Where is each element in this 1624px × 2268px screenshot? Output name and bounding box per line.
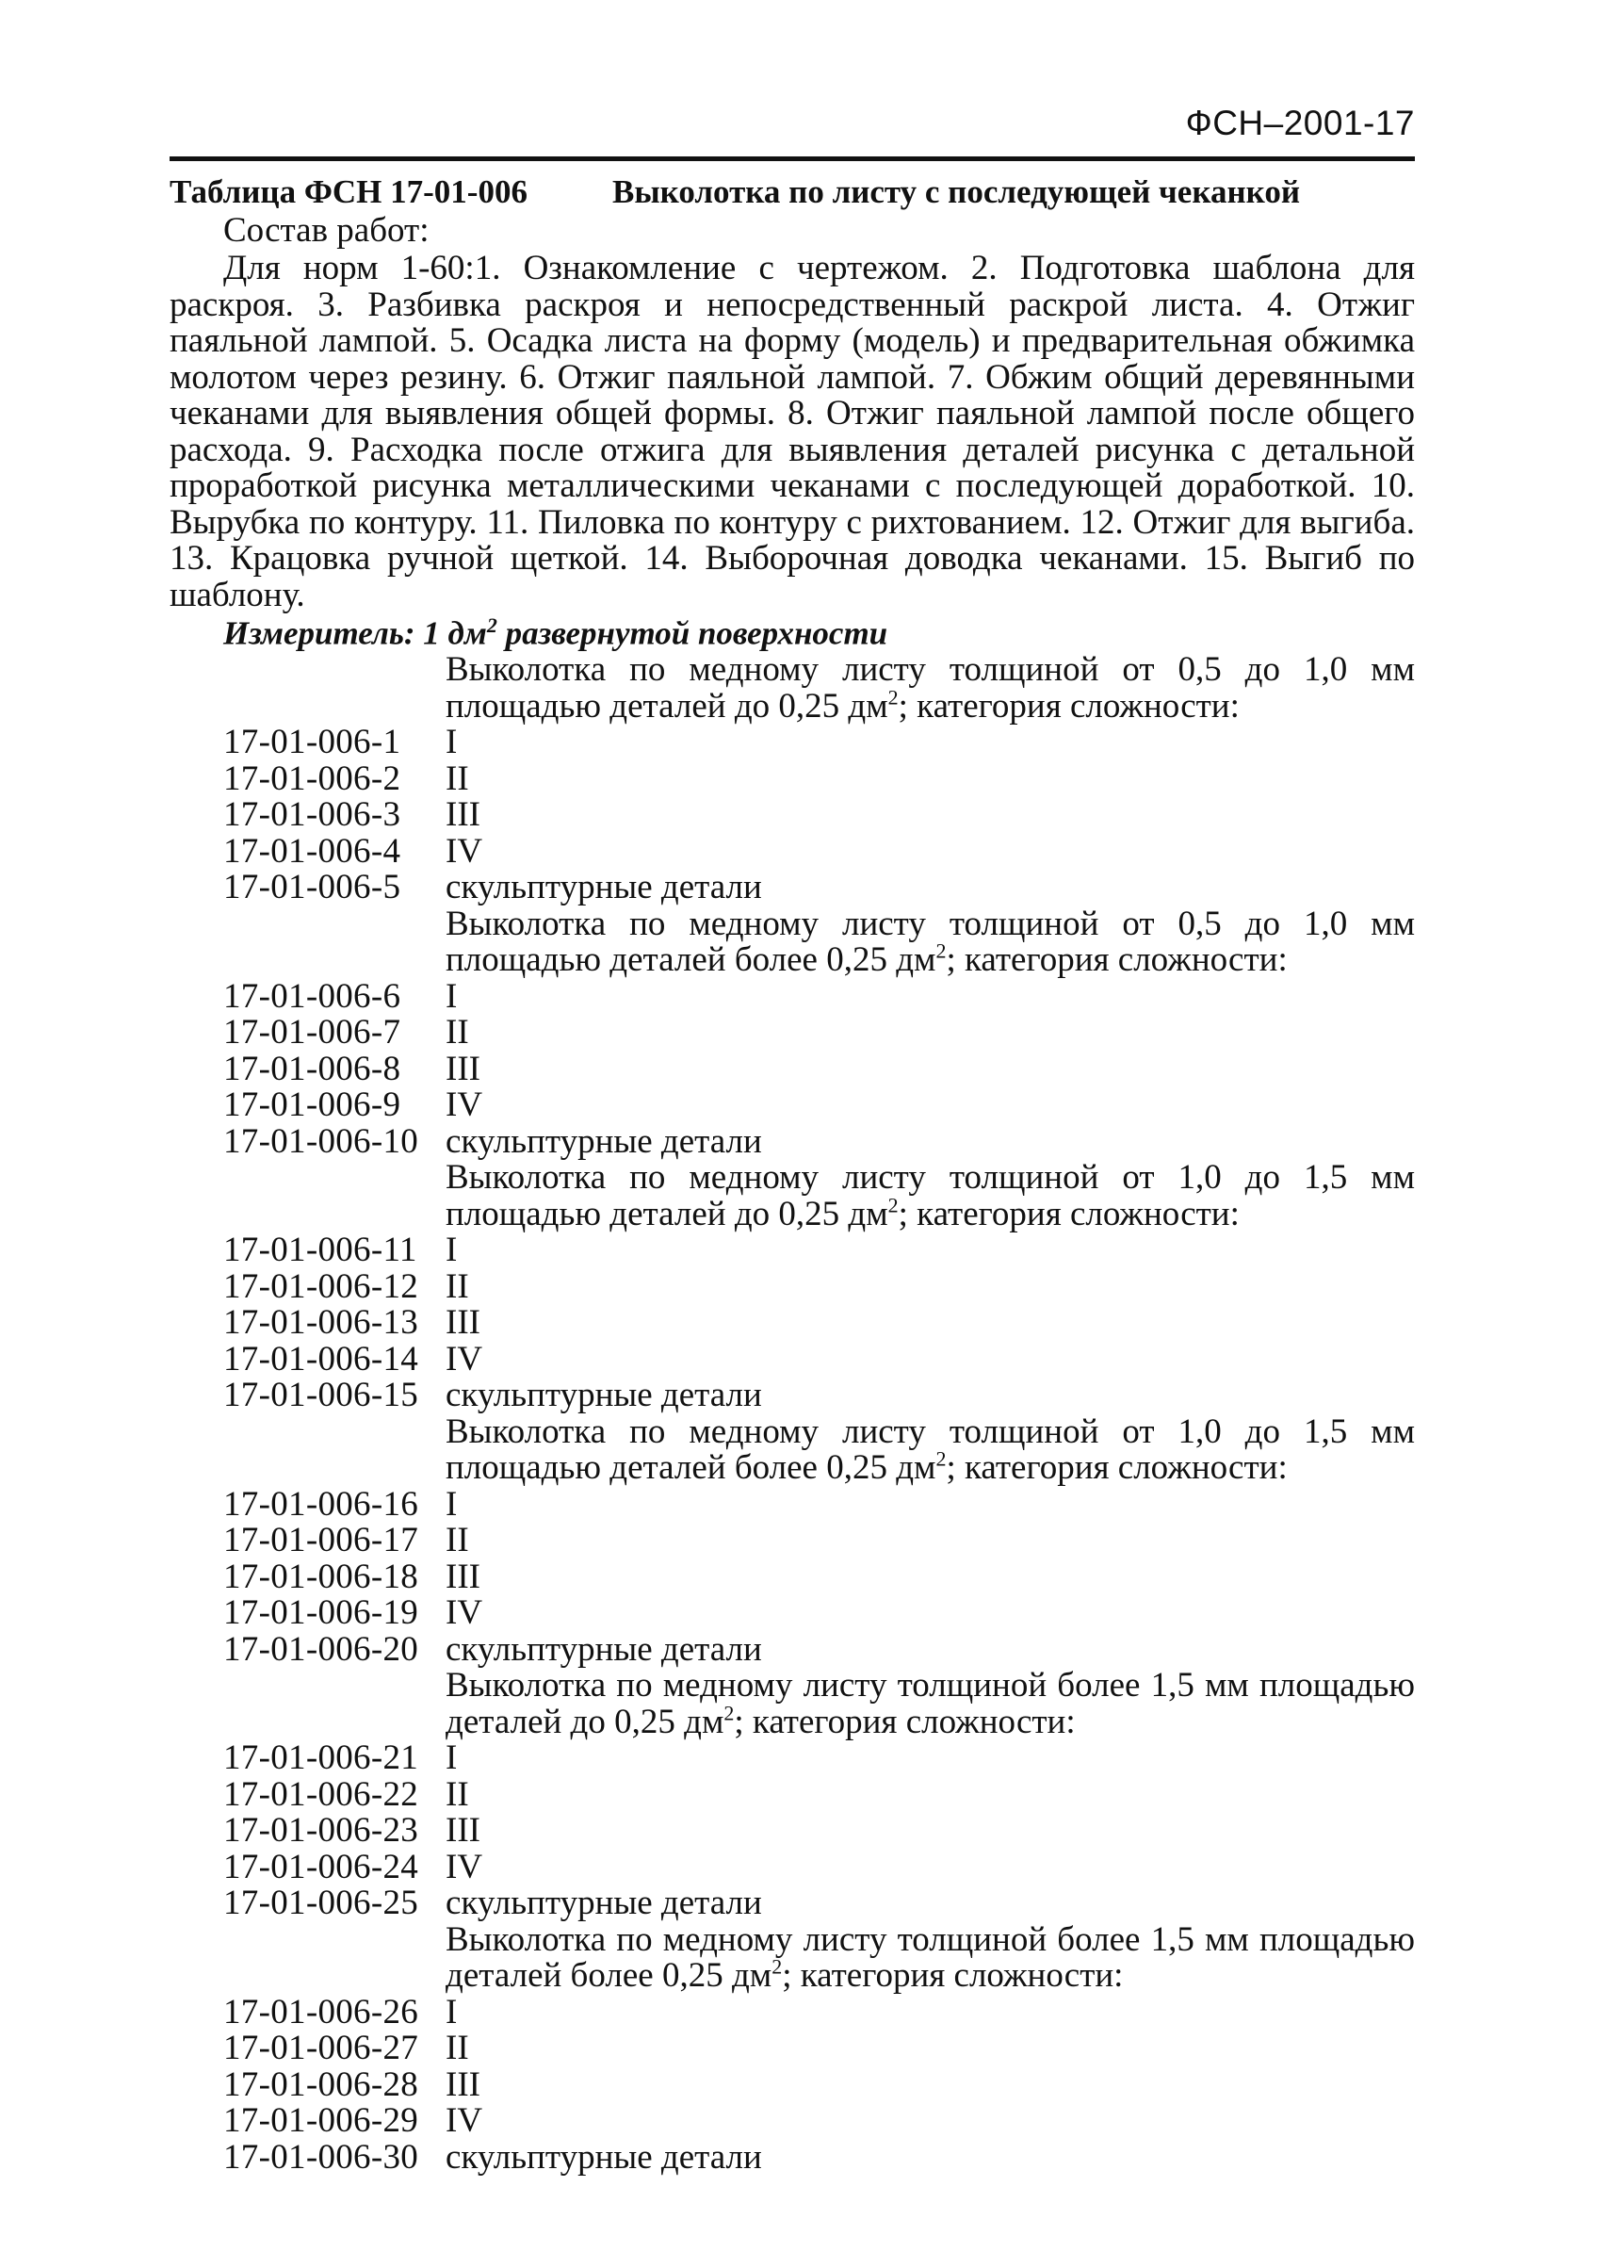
- group-description: [446, 1411, 1415, 1487]
- table-name: Выколотка по листу с последующей чеканкой: [612, 173, 1300, 210]
- norm-row: [223, 1266, 1415, 1306]
- norm-code: 17-01-006-19: [223, 1593, 419, 1632]
- norm-code: 17-01-006-1: [223, 723, 401, 761]
- composition-text: Для норм 1-60:1. Ознакомление с чертежом. 2. Подготовка шаблона для раскроя. 3. Разбивка раскроя и непосредственный раскрой листа. 4. Отжиг паяльной лампой. 5. Осадка листа на форму (модель) и предварительная обжимка молотом через резину. 6. Отжиг паяльной лампой. 7. Обжим общий деревянными чеканами для выявления общей формы. 8. Отжиг паяльной лампой после общего расхода. 9. Расходка после отжига для выявления деталей рисунка с детальной проработкой рисунка металлическими чеканами с последующей доработкой. 10. Вырубка по контуру. 11. Пиловка по контуру с рихтованием. 12. Отжиг для выгиба. 13. Крацовка ручной щеткой. 14. Выборочная доводка чеканами. 15. Выгиб по шаблону.: [170, 249, 1415, 614]
- norm-row: [223, 1847, 1415, 1886]
- measure-suffix: развернутой поверхности: [496, 614, 888, 652]
- group-description: [446, 1919, 1415, 1995]
- norm-code: 17-01-006-29: [223, 2101, 419, 2140]
- norm-row: [223, 1885, 1415, 1922]
- norm-category: скульптурные детали: [446, 1121, 762, 1161]
- measure-unit: [223, 613, 887, 653]
- norm-category: I: [446, 1484, 458, 1524]
- table-title: [170, 173, 1300, 211]
- norm-category: IV: [446, 1847, 483, 1886]
- norm-code: 17-01-006-23: [223, 1811, 419, 1850]
- norm-code: 17-01-006-25: [223, 1884, 419, 1922]
- norm-code: 17-01-006-30: [223, 2137, 419, 2177]
- norm-category: II: [446, 2029, 469, 2067]
- group-description: [446, 1160, 1415, 1232]
- norm-row: [223, 2103, 1415, 2140]
- norm-row: [223, 2064, 1415, 2104]
- group-description-tail: ; категория сложности:: [946, 940, 1288, 979]
- norm-code: 17-01-006-20: [223, 1629, 419, 1669]
- norm-code: 17-01-006-6: [223, 976, 401, 1016]
- norm-code: 17-01-006-11: [223, 1231, 417, 1269]
- measure-prefix: Измеритель: 1 дм: [223, 614, 487, 652]
- norm-row: [223, 976, 1415, 1016]
- group-description-tail: ; категория сложности:: [898, 686, 1240, 726]
- norm-code: 17-01-006-13: [223, 1303, 419, 1342]
- norm-code: 17-01-006-14: [223, 1339, 419, 1379]
- table-code: Таблица ФСН 17-01-006: [170, 173, 528, 210]
- group-description-sup: 2: [887, 1193, 899, 1217]
- group-description-text: Выколотка по медному листу толщиной от 0,5 до 1,0 мм площадью деталей до 0,25 дм: [446, 650, 1415, 726]
- norm-category: IV: [446, 831, 483, 871]
- norm-row: [223, 1484, 1415, 1524]
- page-header: [170, 100, 1415, 161]
- norm-row: [223, 1121, 1415, 1161]
- norm-category: III: [446, 2064, 480, 2104]
- norm-row: [223, 2137, 1415, 2177]
- norm-code: 17-01-006-17: [223, 1521, 419, 1559]
- norm-category: II: [446, 1266, 469, 1306]
- composition-title: Состав работ:: [223, 211, 430, 250]
- norm-row: [223, 1629, 1415, 1669]
- group-description-tail: ; категория сложности:: [782, 1956, 1124, 1995]
- norm-code: 17-01-006-18: [223, 1557, 419, 1596]
- norm-category: I: [446, 1231, 458, 1269]
- group-description-text: Выколотка по медному листу толщиной от 1,0 до 1,5 мм площадью деталей более 0,25 дм: [446, 1411, 1415, 1487]
- norm-category: скульптурные детали: [446, 1376, 762, 1414]
- norm-row: [223, 1015, 1415, 1052]
- norms-list: [170, 652, 1415, 2176]
- group-description-tail: ; категория сложности:: [734, 1702, 1076, 1741]
- norm-code: 17-01-006-8: [223, 1049, 401, 1088]
- group-description-sup: 2: [935, 938, 947, 963]
- norm-row: [223, 870, 1415, 906]
- norm-row: [223, 761, 1415, 798]
- norm-category: I: [446, 1738, 458, 1777]
- norm-category: III: [446, 1811, 480, 1850]
- measure-sup: 2: [486, 613, 497, 637]
- norm-code: 17-01-006-28: [223, 2064, 419, 2104]
- norm-code: 17-01-006-15: [223, 1376, 419, 1414]
- norm-category: I: [446, 723, 458, 761]
- norm-code: 17-01-006-24: [223, 1847, 419, 1886]
- norm-row: [223, 1595, 1415, 1632]
- norm-code: 17-01-006-22: [223, 1774, 419, 1814]
- norm-category: III: [446, 1049, 480, 1088]
- norm-code: 17-01-006-4: [223, 831, 401, 871]
- page-header-code: ФСН–2001-17: [1185, 104, 1415, 142]
- norm-row: [223, 1087, 1415, 1124]
- norm-category: II: [446, 759, 469, 798]
- group-description: [446, 652, 1415, 725]
- group-description-sup: 2: [771, 1954, 783, 1979]
- group-description-text: Выколотка по медному листу толщиной более 1,5 мм площадью деталей более 0,25 дм: [446, 1919, 1415, 1995]
- norm-code: 17-01-006-12: [223, 1266, 419, 1306]
- norm-category: IV: [446, 1339, 483, 1379]
- norm-category: III: [446, 795, 480, 834]
- norm-category: скульптурные детали: [446, 2137, 762, 2177]
- group-description-tail: ; категория сложности:: [946, 1448, 1288, 1487]
- norm-code: 17-01-006-7: [223, 1013, 401, 1052]
- group-description-sup: 2: [723, 1701, 735, 1725]
- norm-code: 17-01-006-27: [223, 2029, 419, 2067]
- group-description-text: Выколотка по медному листу толщиной от 0,5 до 1,0 мм площадью деталей более 0,25 дм: [446, 904, 1415, 979]
- group-description-text: Выколотка по медному листу толщиной от 1,0 до 1,5 мм площадью деталей до 0,25 дм: [446, 1158, 1415, 1233]
- group-description: [446, 906, 1415, 979]
- norm-code: 17-01-006-5: [223, 868, 401, 906]
- norm-row: [223, 725, 1415, 761]
- norm-category: IV: [446, 1085, 483, 1124]
- norm-category: IV: [446, 2101, 483, 2140]
- norm-row: [223, 831, 1415, 871]
- group-description-text: Выколотка по медному листу толщиной более 1,5 мм площадью деталей до 0,25 дм: [446, 1666, 1415, 1741]
- group-description-sup: 2: [887, 685, 899, 710]
- norm-code: 17-01-006-21: [223, 1738, 419, 1777]
- norm-category: I: [446, 976, 458, 1016]
- norm-category: III: [446, 1303, 480, 1342]
- norm-code: 17-01-006-10: [223, 1121, 419, 1161]
- norm-row: [223, 1992, 1415, 2031]
- norm-row: [223, 797, 1415, 834]
- norm-category: IV: [446, 1593, 483, 1632]
- norm-row: [223, 1232, 1415, 1269]
- norm-row: [223, 1378, 1415, 1414]
- norm-row: [223, 2031, 1415, 2067]
- norm-code: 17-01-006-9: [223, 1085, 401, 1124]
- norm-row: [223, 1813, 1415, 1850]
- group-description-tail: ; категория сложности:: [898, 1194, 1240, 1233]
- norm-category: I: [446, 1992, 458, 2031]
- norm-row: [223, 1740, 1415, 1777]
- group-description-sup: 2: [935, 1446, 947, 1471]
- norm-row: [223, 1559, 1415, 1596]
- norm-row: [223, 1774, 1415, 1814]
- norm-category: скульптурные детали: [446, 868, 762, 906]
- norm-category: скульптурные детали: [446, 1884, 762, 1922]
- group-description: [446, 1668, 1415, 1740]
- norm-code: 17-01-006-2: [223, 759, 401, 798]
- norm-row: [223, 1049, 1415, 1088]
- norm-category: скульптурные детали: [446, 1629, 762, 1669]
- norm-category: II: [446, 1013, 469, 1052]
- norm-code: 17-01-006-26: [223, 1992, 419, 2031]
- norm-row: [223, 1305, 1415, 1342]
- norm-row: [223, 1339, 1415, 1379]
- norm-code: 17-01-006-3: [223, 795, 401, 834]
- norm-code: 17-01-006-16: [223, 1484, 419, 1524]
- norm-category: II: [446, 1774, 469, 1814]
- norm-category: II: [446, 1521, 469, 1559]
- norm-category: III: [446, 1557, 480, 1596]
- norm-row: [223, 1523, 1415, 1559]
